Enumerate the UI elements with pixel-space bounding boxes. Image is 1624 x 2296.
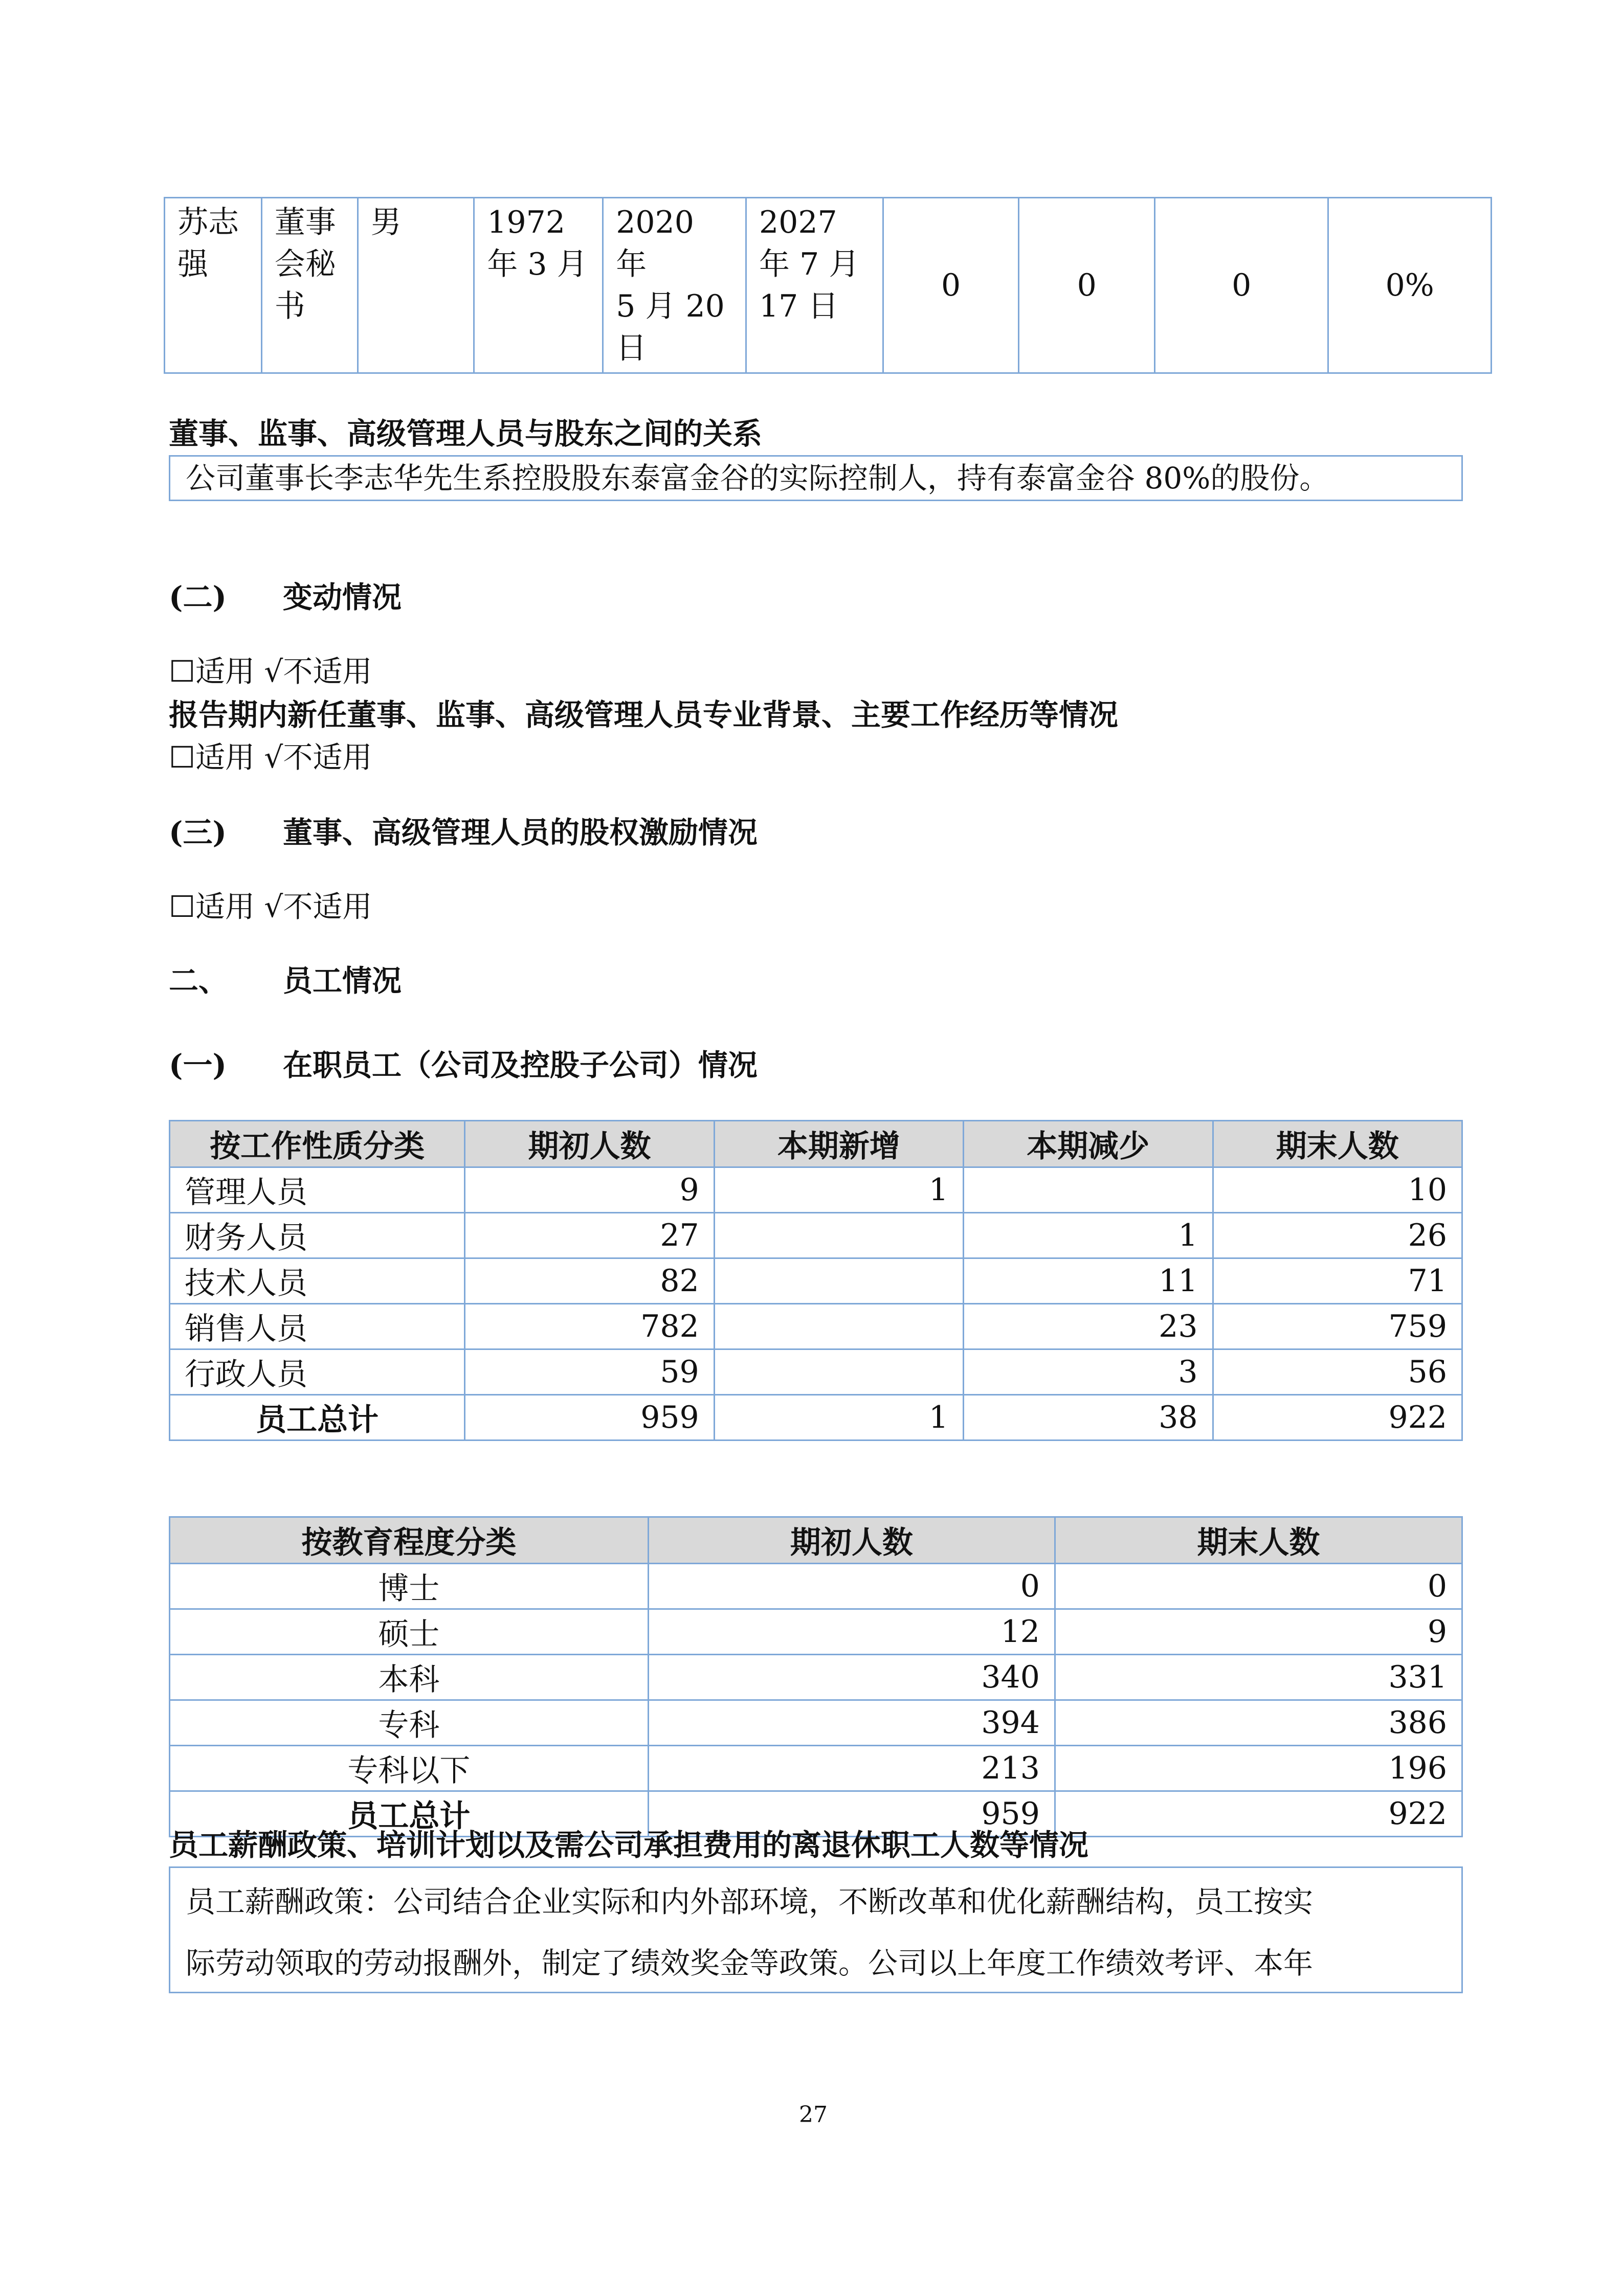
row-label: 行政人员 [170, 1349, 465, 1395]
table-row [170, 1700, 1462, 1746]
cell: 1 [964, 1213, 1213, 1258]
salary-text-line: 员工薪酬政策：公司结合企业实际和内外部环境，不断改革和优化薪酬结构，员工按实 [186, 1884, 1314, 1919]
column-header: 按教育程度分类 [170, 1517, 649, 1564]
cell: 3 [964, 1349, 1213, 1395]
cell: 56 [1213, 1349, 1462, 1395]
table-row [170, 1258, 1462, 1304]
table-row [170, 1167, 1462, 1213]
cell: 82 [465, 1258, 714, 1304]
term-start-cell: 2020 年 5 月 20 日 [603, 198, 746, 373]
row-label: 管理人员 [170, 1167, 465, 1213]
title-cell: 董事 会秘 书 [261, 198, 358, 373]
row-label: 技术人员 [170, 1258, 465, 1304]
applicability-checkbox: ☐适用 √不适用 [169, 654, 372, 689]
table-header-row [170, 1517, 1462, 1564]
table-row [170, 1609, 1462, 1655]
relation-text: 公司董事长李志华先生系控股股东泰富金谷的实际控制人，持有泰富金谷 80%的股份。 [186, 461, 1329, 496]
cell: 0 [1055, 1564, 1462, 1609]
applicability-checkbox: ☐适用 √不适用 [169, 889, 372, 924]
cell: 386 [1055, 1700, 1462, 1746]
cell: 959 [465, 1395, 714, 1440]
cell: 196 [1055, 1746, 1462, 1791]
cell [964, 1167, 1213, 1213]
section-num: 二、 [169, 963, 229, 998]
table-header-row [170, 1121, 1462, 1167]
table-row [170, 1746, 1462, 1791]
cell: 26 [1213, 1213, 1462, 1258]
row-label: 财务人员 [170, 1213, 465, 1258]
cell: 959 [648, 1791, 1055, 1837]
column-header: 期初人数 [648, 1517, 1055, 1564]
row-label: 员工总计 [170, 1791, 649, 1837]
cell: 59 [465, 1349, 714, 1395]
name-cell: 苏志 强 [165, 198, 262, 373]
cell [714, 1304, 963, 1349]
cell: 27 [465, 1213, 714, 1258]
value-cell: 0 [1019, 198, 1155, 373]
table-row [170, 1349, 1462, 1395]
salary-box [169, 1866, 1463, 1993]
cell: 9 [1055, 1609, 1462, 1655]
row-label: 专科 [170, 1700, 649, 1746]
section-num: (三) [169, 815, 227, 850]
table-row [165, 198, 1492, 373]
cell: 922 [1055, 1791, 1462, 1837]
staff-by-education-table [169, 1516, 1463, 1837]
cell: 0 [648, 1564, 1055, 1609]
section-title: 在职员工（公司及控股子公司）情况 [283, 1048, 758, 1083]
page-number: 27 [799, 2102, 828, 2128]
director-table [164, 197, 1492, 374]
value-cell: 0 [883, 198, 1019, 373]
table-total-row [170, 1395, 1462, 1440]
cell: 10 [1213, 1167, 1462, 1213]
cell: 1 [714, 1395, 963, 1440]
row-label: 专科以下 [170, 1746, 649, 1791]
applicability-checkbox: ☐适用 √不适用 [169, 740, 372, 775]
cell: 213 [648, 1746, 1055, 1791]
salary-heading: 员工薪酬政策、培训计划以及需公司承担费用的离退休职工人数等情况 [169, 1828, 1089, 1862]
row-label: 本科 [170, 1655, 649, 1700]
section-num: (一) [169, 1048, 227, 1083]
section-title: 员工情况 [283, 963, 402, 998]
cell [714, 1349, 963, 1395]
row-label: 员工总计 [170, 1395, 465, 1440]
table-row [170, 1213, 1462, 1258]
salary-text-line: 际劳动领取的劳动报酬外，制定了绩效奖金等政策。公司以上年度工作绩效考评、本年 [186, 1946, 1314, 1980]
cell: 759 [1213, 1304, 1462, 1349]
section-title: 董事、高级管理人员的股权激励情况 [283, 815, 758, 850]
cell: 394 [648, 1700, 1055, 1746]
column-header: 按工作性质分类 [170, 1121, 465, 1167]
relation-heading: 董事、监事、高级管理人员与股东之间的关系 [169, 416, 763, 451]
cell: 331 [1055, 1655, 1462, 1700]
value-cell: 0% [1328, 198, 1492, 373]
column-header: 期末人数 [1213, 1121, 1462, 1167]
cell: 12 [648, 1609, 1055, 1655]
relation-box [169, 455, 1463, 501]
column-header: 本期新增 [714, 1121, 963, 1167]
row-label: 博士 [170, 1564, 649, 1609]
row-label: 硕士 [170, 1609, 649, 1655]
row-label: 销售人员 [170, 1304, 465, 1349]
term-end-cell: 2027 年 7 月 17 日 [746, 198, 883, 373]
cell: 9 [465, 1167, 714, 1213]
cell: 11 [964, 1258, 1213, 1304]
cell: 38 [964, 1395, 1213, 1440]
birth-cell: 1972 年 3 月 [474, 198, 603, 373]
column-header: 本期减少 [964, 1121, 1213, 1167]
cell [714, 1258, 963, 1304]
cell: 922 [1213, 1395, 1462, 1440]
table-row [170, 1564, 1462, 1609]
cell: 340 [648, 1655, 1055, 1700]
value-cell: 0 [1154, 198, 1328, 373]
table-row [170, 1304, 1462, 1349]
gender-cell: 男 [358, 198, 474, 373]
cell: 71 [1213, 1258, 1462, 1304]
column-header: 期初人数 [465, 1121, 714, 1167]
cell: 782 [465, 1304, 714, 1349]
section-title: 变动情况 [283, 580, 402, 615]
section-num: (二) [169, 580, 227, 615]
cell: 1 [714, 1167, 963, 1213]
cell [714, 1213, 963, 1258]
sub-heading: 报告期内新任董事、监事、高级管理人员专业背景、主要工作经历等情况 [169, 697, 1119, 732]
staff-by-role-table [169, 1120, 1463, 1441]
table-row [170, 1655, 1462, 1700]
column-header: 期末人数 [1055, 1517, 1462, 1564]
cell: 23 [964, 1304, 1213, 1349]
